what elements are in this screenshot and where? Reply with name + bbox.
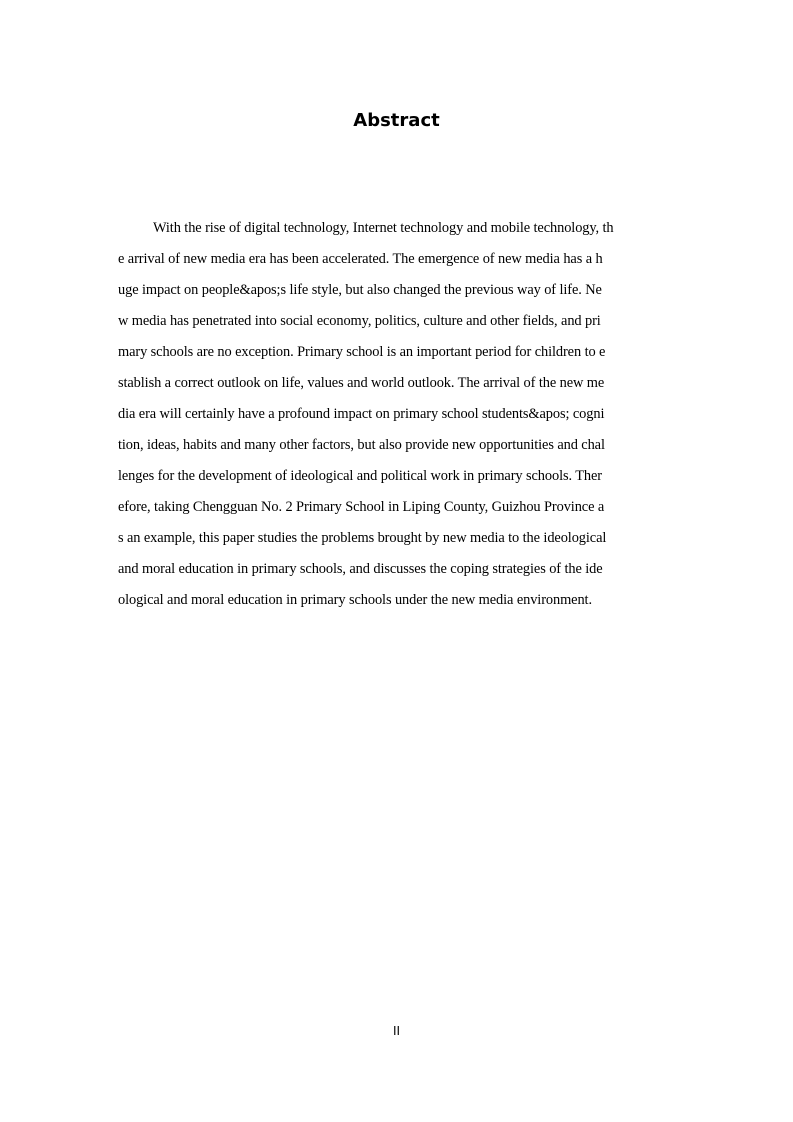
abstract-line: dia era will certainly have a profound impact on primary school students&apos; cogni xyxy=(118,406,605,422)
abstract-line: lenges for the development of ideological and political work in primary schools. Ther xyxy=(118,468,602,484)
page-title: Abstract xyxy=(353,110,440,131)
page-number: II xyxy=(392,1024,401,1038)
abstract-line: With the rise of digital technology, Internet technology and mobile technology, th xyxy=(153,220,614,236)
abstract-line: s an example, this paper studies the problems brought by new media to the ideological xyxy=(118,530,607,546)
abstract-line: mary schools are no exception. Primary school is an important period for children to e xyxy=(118,344,606,360)
abstract-line: tion, ideas, habits and many other factors, but also provide new opportunities and chal xyxy=(118,437,605,453)
abstract-line: e arrival of new media era has been accelerated. The emergence of new media has a h xyxy=(118,251,603,267)
abstract-line: and moral education in primary schools, and discusses the coping strategies of the ide xyxy=(118,561,603,577)
abstract-body xyxy=(118,213,678,616)
abstract-line: w media has penetrated into social economy, politics, culture and other fields, and pri xyxy=(118,313,601,329)
abstract-line: uge impact on people&apos;s life style, but also changed the previous way of life. Ne xyxy=(118,282,602,298)
abstract-line: efore, taking Chengguan No. 2 Primary School in Liping County, Guizhou Province a xyxy=(118,499,605,515)
abstract-line: ological and moral education in primary schools under the new media environment. xyxy=(118,592,592,608)
abstract-line: stablish a correct outlook on life, values and world outlook. The arrival of the new me xyxy=(118,375,605,391)
